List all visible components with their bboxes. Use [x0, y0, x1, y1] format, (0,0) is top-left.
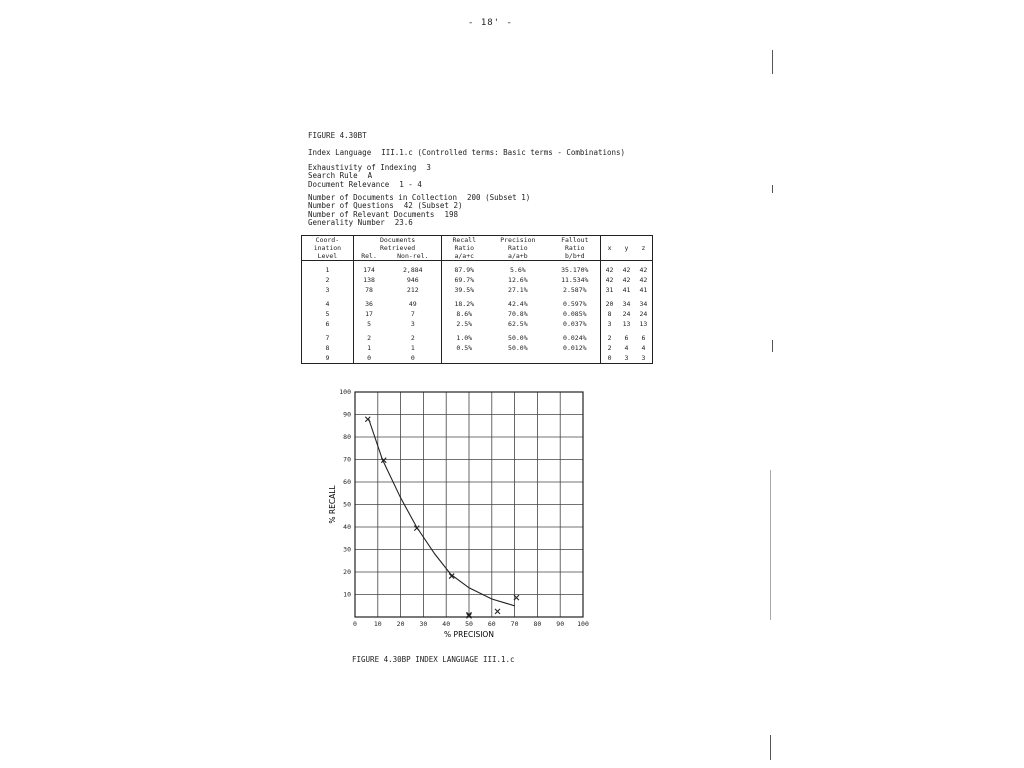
- cell-z: 41: [639, 286, 648, 295]
- cell-x: 42: [605, 266, 614, 275]
- header-nonrel: Non-rel.: [384, 252, 442, 261]
- x-tick-label: 70: [510, 620, 519, 628]
- cell-rel: 17: [365, 310, 373, 319]
- header-x: x: [607, 244, 612, 252]
- cell-y: 24: [622, 310, 631, 319]
- num-questions-label: Number of Questions: [308, 201, 394, 210]
- scan-edge-mark: [772, 340, 773, 352]
- cell-y: 13: [622, 320, 631, 329]
- cell-x: 8: [607, 310, 612, 319]
- cell-recall: 2.5%: [456, 320, 473, 329]
- exhaustivity-label: Exhaustivity of Indexing: [308, 163, 417, 172]
- cell-nonrel: 2,884: [384, 261, 442, 276]
- cell-recall: 18.2%: [454, 300, 475, 309]
- fitted-curve: [369, 419, 515, 606]
- chart-grid: [355, 392, 583, 617]
- cell-z: 4: [641, 344, 646, 353]
- cell-x: 3: [607, 320, 612, 329]
- header-coordination-level: [302, 236, 354, 261]
- cell-rel: 1: [367, 344, 371, 353]
- cell-level: 9: [302, 353, 354, 363]
- header-fallout: [550, 236, 601, 261]
- cell-x: 2: [607, 334, 612, 343]
- y-tick-label: 50: [343, 500, 351, 509]
- cell-fallout: 0.085%: [550, 310, 601, 320]
- cell-x: 0: [607, 354, 612, 363]
- y-tick-label: 30: [343, 545, 351, 554]
- x-tick-label: 80: [533, 620, 542, 628]
- cell-level: 8: [302, 343, 354, 353]
- num-documents-label: Number of Documents in Collection: [308, 193, 458, 202]
- figure-caption: FIGURE 4.30BP INDEX LANGUAGE III.1.c: [352, 655, 515, 664]
- cell-precision: 42.4%: [508, 300, 528, 309]
- document-relevance-value: 1 - 4: [399, 180, 422, 189]
- cell-x: 2: [607, 344, 612, 353]
- document-relevance-label: Document Relevance: [308, 180, 390, 189]
- x-tick-label: 40: [442, 620, 451, 628]
- chart-curve: [369, 419, 515, 606]
- cell-rel: 36: [365, 300, 373, 309]
- cell-fallout: 2.587%: [550, 285, 601, 295]
- y-tick-label: 70: [343, 455, 351, 464]
- cell-fallout: 0.012%: [550, 343, 601, 353]
- cell-fallout: [550, 353, 601, 363]
- table-row: [302, 276, 653, 286]
- cell-level: 7: [302, 329, 354, 344]
- header-docs-line-2: Retrieved: [379, 244, 416, 252]
- scan-edge-mark: [770, 470, 771, 620]
- x-tick-label: 50: [465, 620, 473, 628]
- cell-recall: [442, 353, 486, 363]
- results-table: [301, 235, 653, 364]
- num-questions-line: [308, 201, 463, 210]
- cell-rel: 2: [367, 334, 371, 343]
- x-axis-label: % PRECISION: [444, 630, 494, 639]
- y-tick-label: 20: [343, 568, 351, 576]
- header-recall-line-1: Recall: [452, 236, 476, 244]
- cell-nonrel: 1: [384, 343, 442, 353]
- chart-axes: [339, 388, 589, 628]
- cell-z: 3: [641, 354, 646, 363]
- y-tick-label: 10: [343, 590, 351, 599]
- data-point: [365, 417, 370, 422]
- cell-x: 31: [605, 286, 614, 295]
- header-rel: Rel.: [361, 252, 377, 260]
- cell-rel: 0: [367, 354, 371, 363]
- page-number: - 18' -: [468, 18, 513, 28]
- header-fallout-line-2: Ratio: [565, 244, 585, 252]
- cell-recall: 8.6%: [456, 310, 473, 319]
- cell-precision: 5.6%: [510, 266, 526, 275]
- cell-y: 41: [622, 286, 631, 295]
- y-tick-label: 60: [343, 478, 351, 486]
- table-row: [302, 261, 653, 276]
- cell-rel: 174: [363, 266, 375, 275]
- x-tick-label: 90: [556, 620, 565, 628]
- results-table-header: [302, 236, 653, 261]
- cell-nonrel: 7: [384, 310, 442, 320]
- recall-precision-chart: [320, 384, 590, 646]
- num-questions-value: 42 (Subset 2): [403, 201, 463, 210]
- cell-rel: 5: [367, 320, 371, 329]
- cell-precision: 62.5%: [508, 320, 528, 329]
- header-recall-line-2: Ratio: [454, 244, 475, 252]
- header-y: y: [624, 244, 629, 252]
- search-rule-label: Search Rule: [308, 171, 358, 180]
- header-docs-line-1: Documents: [379, 236, 416, 244]
- generality-label: Generality Number: [308, 218, 385, 227]
- x-tick-label: 100: [577, 620, 589, 628]
- cell-recall: 69.7%: [454, 276, 475, 285]
- header-level-line-3: Level: [317, 252, 338, 260]
- search-rule-value: A: [367, 171, 373, 180]
- chart-points: [365, 417, 519, 619]
- cell-y: 42: [622, 276, 631, 285]
- scan-edge-mark: [772, 185, 773, 193]
- scan-edge-mark: [772, 50, 773, 74]
- x-tick-label: 0: [353, 620, 357, 628]
- cell-y: 4: [624, 344, 629, 353]
- num-documents-value: 200 (Subset 1): [467, 193, 531, 202]
- cell-y: 42: [622, 266, 631, 275]
- cell-nonrel: 212: [384, 285, 442, 295]
- table-row: [302, 295, 653, 310]
- header-precision-line-1: Precision: [500, 236, 536, 244]
- data-point: [495, 609, 500, 614]
- cell-level: 4: [302, 295, 354, 310]
- cell-recall: 39.5%: [454, 286, 475, 295]
- cell-z: 6: [641, 334, 646, 343]
- y-tick-label: 40: [343, 523, 351, 531]
- cell-y: 34: [622, 300, 631, 309]
- header-precision-line-2: Ratio: [508, 244, 528, 252]
- cell-precision: 50.0%: [508, 334, 528, 343]
- cell-precision: 50.0%: [508, 344, 528, 353]
- cell-recall: 87.9%: [454, 266, 475, 275]
- table-row: [302, 310, 653, 320]
- cell-rel: 138: [363, 276, 375, 285]
- y-tick-label: 90: [343, 410, 351, 419]
- table-row: [302, 285, 653, 295]
- exhaustivity-value: 3: [426, 163, 431, 172]
- header-precision-line-3: a/a+b: [508, 252, 528, 260]
- cell-level: 3: [302, 285, 354, 295]
- cell-level: 6: [302, 319, 354, 329]
- y-axis-label: % RECALL: [328, 485, 337, 524]
- table-row: [302, 343, 653, 353]
- num-relevant-label: Number of Relevant Documents: [308, 210, 435, 219]
- document-relevance-line: [308, 180, 422, 189]
- header-fallout-line-3: b/b+d: [565, 252, 585, 260]
- header-z: z: [641, 244, 646, 252]
- cell-z: 34: [639, 300, 648, 309]
- cell-nonrel: 946: [384, 276, 442, 286]
- cell-nonrel: 3: [384, 319, 442, 329]
- index-language-label: Index Language: [308, 148, 372, 157]
- header-recall-line-3: a/a+c: [454, 252, 475, 260]
- search-rule-line: [308, 171, 372, 180]
- cell-precision: 27.1%: [508, 286, 528, 295]
- figure-label: FIGURE 4.30BT: [308, 131, 367, 140]
- cell-level: 2: [302, 276, 354, 286]
- cell-z: 42: [639, 276, 648, 285]
- header-precision: [486, 236, 549, 261]
- cell-fallout: 11.534%: [550, 276, 601, 286]
- cell-y: 3: [624, 354, 629, 363]
- cell-recall: 0.5%: [456, 344, 473, 353]
- results-table-body: [302, 261, 653, 364]
- x-tick-label: 10: [373, 620, 382, 628]
- cell-nonrel: 2: [384, 329, 442, 344]
- cell-level: 1: [302, 261, 354, 276]
- cell-z: 13: [639, 320, 648, 329]
- header-fallout-line-1: Fallout: [561, 236, 589, 244]
- y-tick-label: 80: [343, 433, 351, 441]
- cell-fallout: 0.597%: [550, 295, 601, 310]
- cell-precision: 70.8%: [508, 310, 528, 319]
- cell-z: 24: [639, 310, 648, 319]
- cell-level: 5: [302, 310, 354, 320]
- cell-precision: [486, 353, 549, 363]
- cell-x: 42: [605, 276, 614, 285]
- cell-nonrel: 49: [384, 295, 442, 310]
- header-documents-retrieved: [353, 236, 442, 253]
- index-language-line: [308, 148, 625, 157]
- cell-x: 20: [605, 300, 614, 309]
- x-tick-label: 60: [487, 620, 496, 628]
- x-tick-label: 30: [419, 620, 428, 628]
- cell-y: 6: [624, 334, 629, 343]
- table-row: [302, 353, 653, 363]
- generality-line: [308, 218, 413, 227]
- num-relevant-value: 198: [444, 210, 458, 219]
- scan-edge-mark: [770, 735, 771, 760]
- index-language-value: III.1.c (Controlled terms: Basic terms - Combinations): [381, 148, 626, 157]
- y-tick-label: 100: [339, 388, 351, 396]
- cell-nonrel: 0: [384, 353, 442, 363]
- generality-value: 23.6: [394, 218, 413, 227]
- x-tick-label: 20: [396, 620, 405, 628]
- cell-fallout: 0.024%: [550, 329, 601, 344]
- cell-precision: 12.6%: [508, 276, 528, 285]
- header-level-line-1: Coord-: [315, 236, 340, 244]
- header-level-line-2: ination: [313, 244, 342, 252]
- cell-rel: 78: [365, 286, 373, 295]
- header-recall: [442, 236, 486, 261]
- cell-fallout: 0.037%: [550, 319, 601, 329]
- cell-z: 42: [639, 266, 648, 275]
- table-row: [302, 319, 653, 329]
- cell-fallout: 35.170%: [550, 261, 601, 276]
- table-row: [302, 329, 653, 344]
- cell-recall: 1.0%: [456, 334, 473, 343]
